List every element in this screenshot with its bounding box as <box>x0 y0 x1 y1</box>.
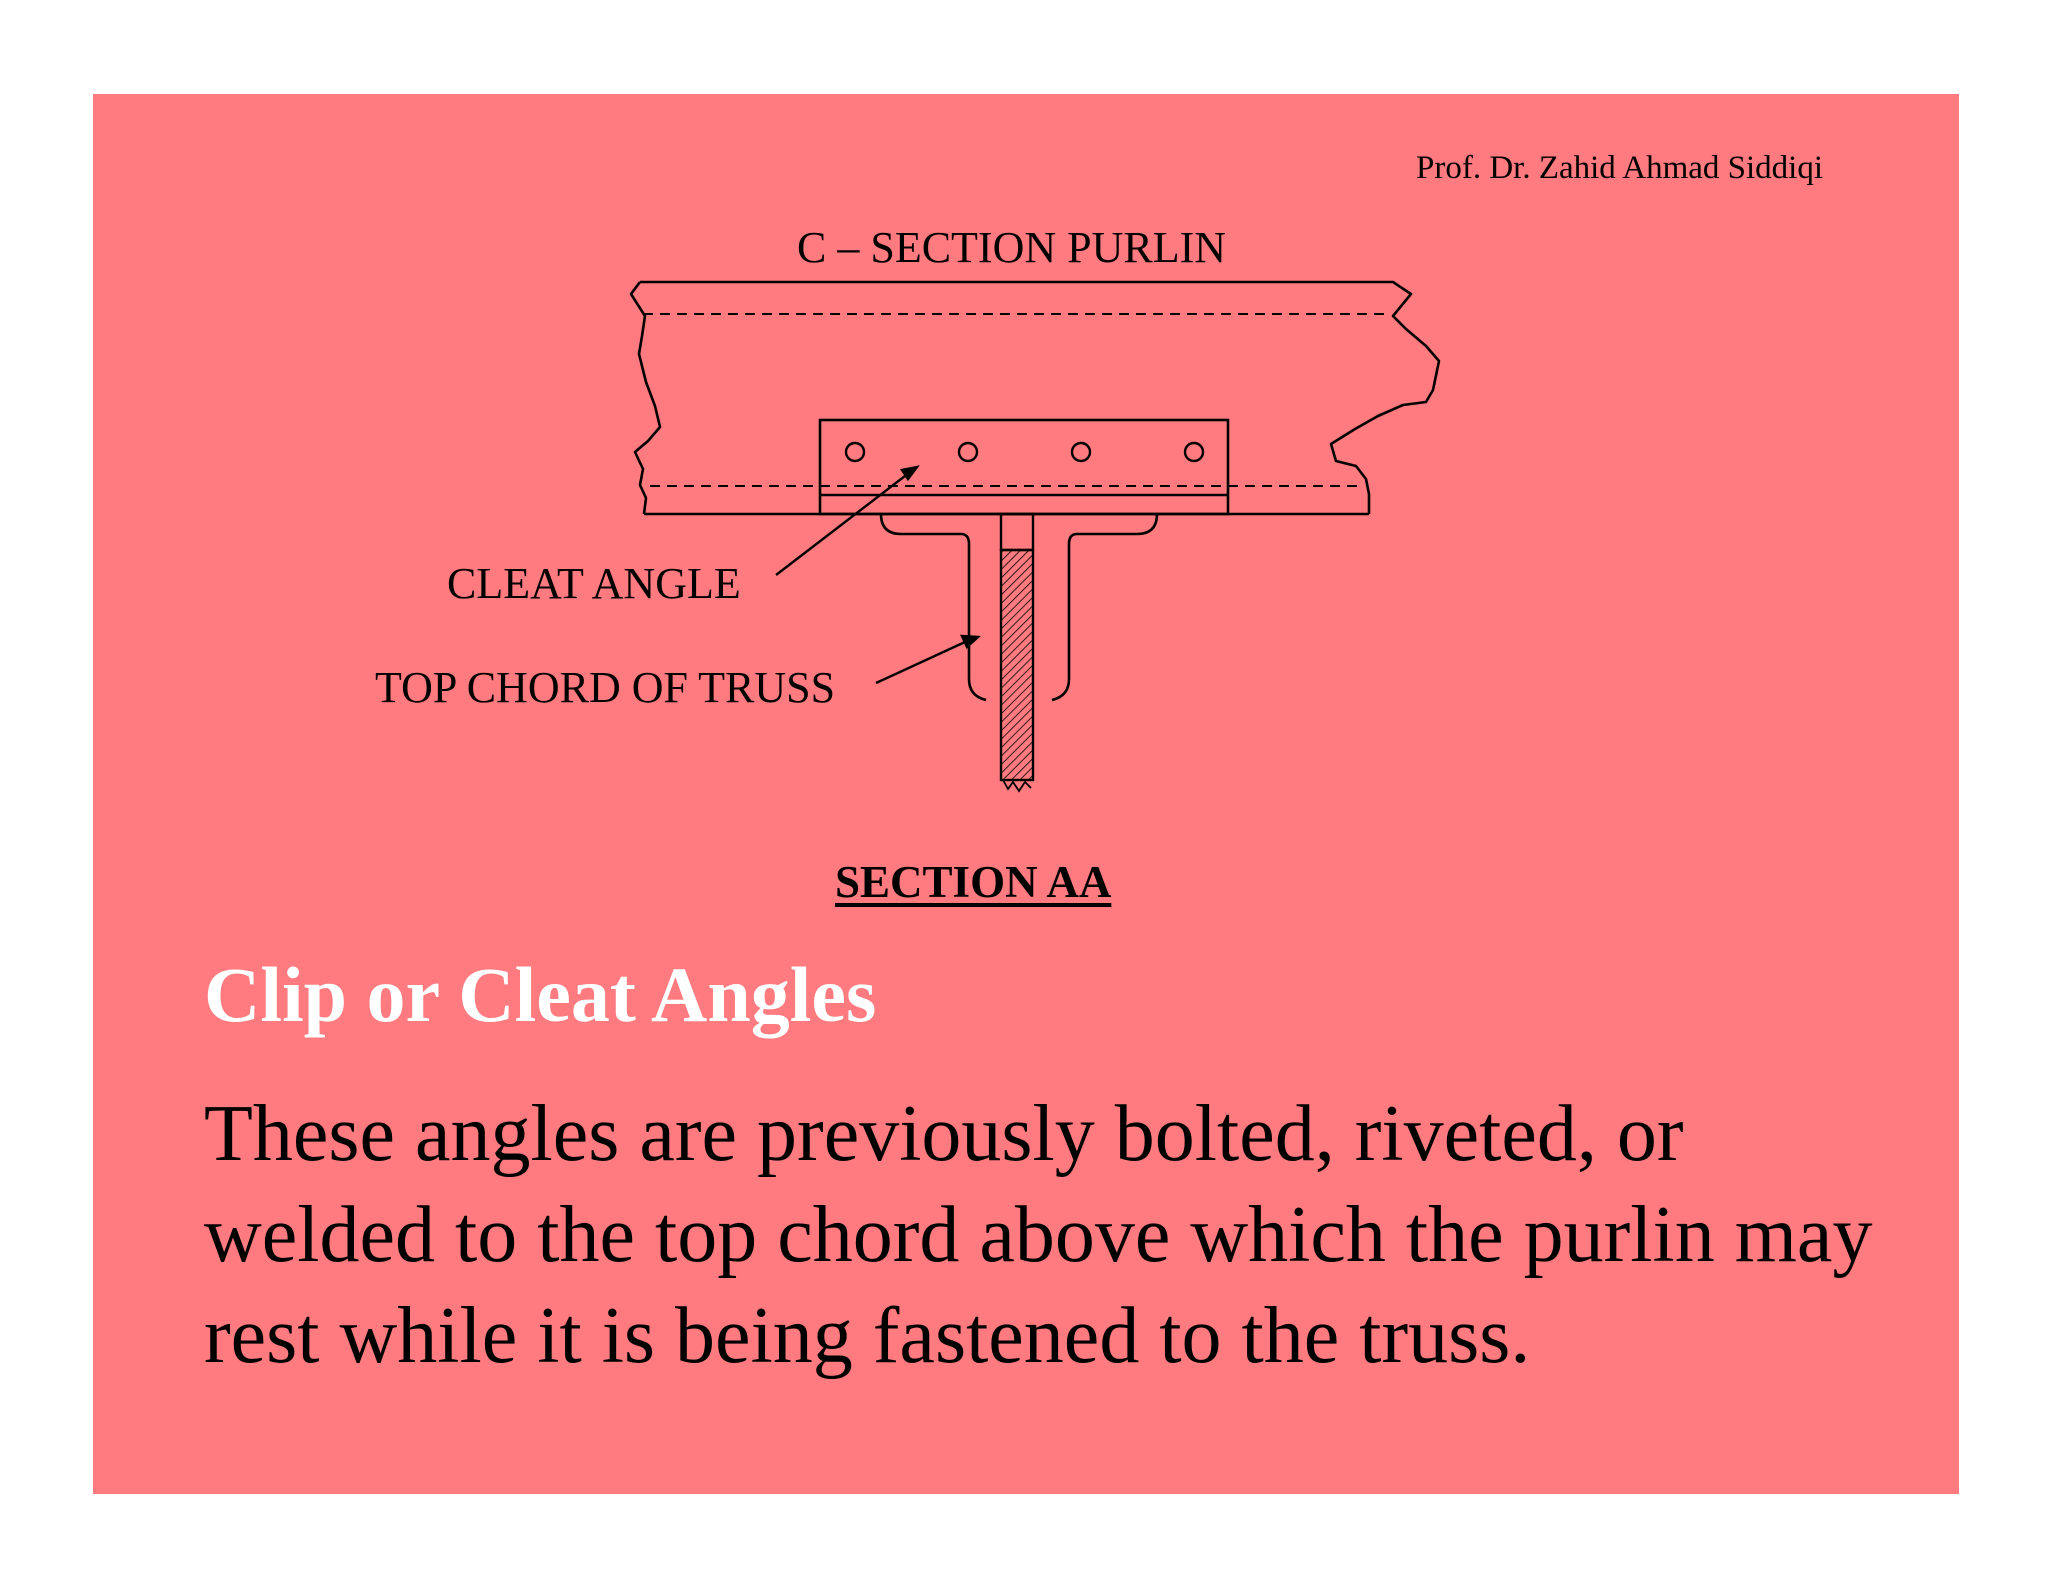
cleat-angle-leader <box>776 467 917 575</box>
gusset-plate <box>1001 514 1033 791</box>
bolt-icon <box>959 443 977 461</box>
arrow-head-icon <box>962 636 978 647</box>
slide-heading: Clip or Cleat Angles <box>204 951 877 1038</box>
bolt-icon <box>846 443 864 461</box>
bolt-icon <box>1072 443 1090 461</box>
cleat-angle-label: CLEAT ANGLE <box>447 559 741 608</box>
c-section-purlin <box>631 282 1439 514</box>
section-title: SECTION AA <box>835 857 1112 907</box>
top-chord-label: TOP CHORD OF TRUSS <box>375 663 836 712</box>
slide-body-text: These angles are previously bolted, riveted, or welded to the top chord above which the purlin may rest while it is being fastened to the truss. <box>204 1090 1873 1380</box>
top-chord-leader <box>876 636 978 683</box>
bolt-icon <box>1185 443 1203 461</box>
slide <box>93 94 1959 1494</box>
purlin-label: C – SECTION PURLIN <box>797 223 1227 272</box>
cleat-angle <box>820 420 1228 514</box>
bolt-holes <box>846 443 1203 461</box>
author-credit: Prof. Dr. Zahid Ahmad Siddiqi <box>1416 150 1823 186</box>
